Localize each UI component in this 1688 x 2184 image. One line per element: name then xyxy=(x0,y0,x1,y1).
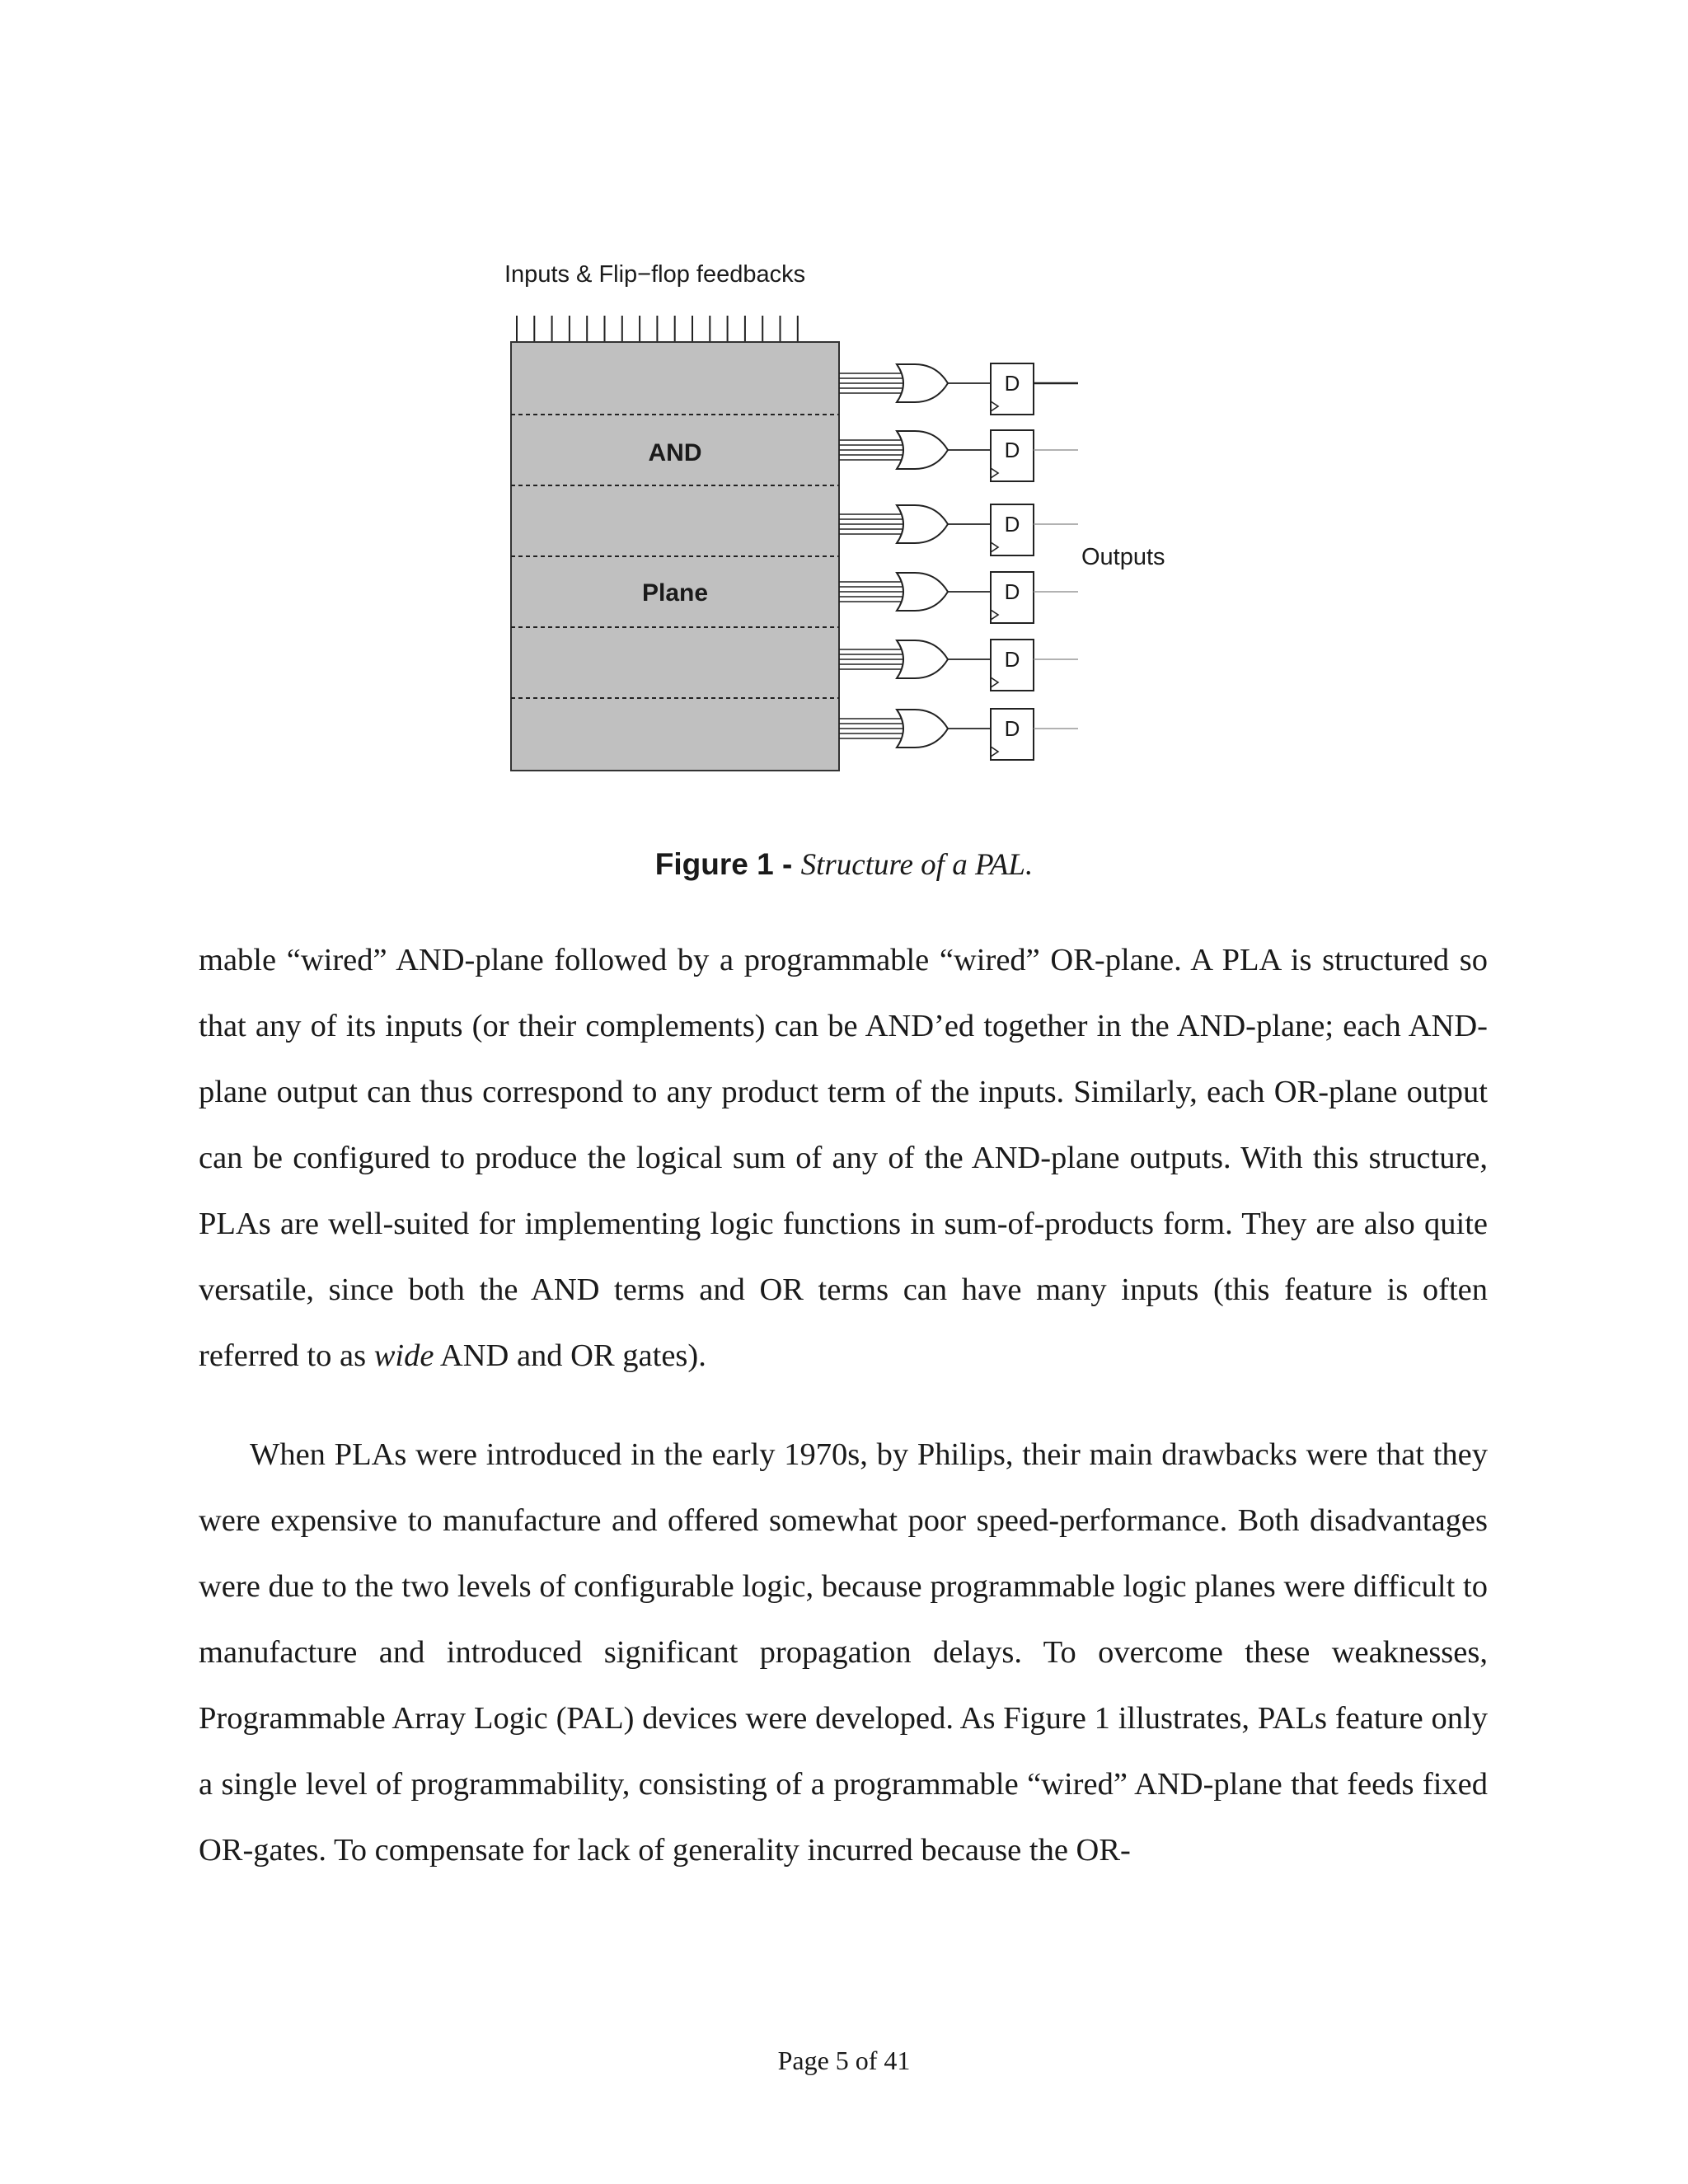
page-number: Page 5 of 41 xyxy=(777,2046,911,2075)
paragraph-1-tail: AND and OR gates). xyxy=(434,1338,706,1373)
figure-caption-text: Structure of a PAL. xyxy=(800,848,1034,882)
paragraph-pal-history: When PLAs were introduced in the early 1970s, by Philips, their main drawbacks were that they were expensive to manufacture and offered somewhat poor speed-performance. Both disadvantages were due to the two levels of configurable logic, because programmable logic planes were difficult to manufacture and introduced significant propagation delays. To overcome these weaknesses, Programmable Array Logic (PAL) devices were developed. As Figure 1 illustrates, PALs feature only a single level of programmability, consisting of a programmable “wired” AND-plane that feeds fixed OR-gates. To compensate for lack of generality incurred because the OR- xyxy=(199,1437,1488,1868)
or-gate-row xyxy=(839,709,1078,760)
figure-caption xyxy=(0,845,1688,885)
paragraph-pla-description xyxy=(199,927,1488,1389)
figure-caption-label: Figure 1 - xyxy=(654,847,801,881)
input-lines xyxy=(517,316,798,342)
or-gate-icon xyxy=(897,505,948,543)
d-flipflop-label: D xyxy=(1004,647,1020,672)
paragraph-1-italic: wide xyxy=(373,1338,434,1373)
plane-label: Plane xyxy=(641,579,709,607)
inputs-label: Inputs & Flip−flop feedbacks xyxy=(504,261,806,288)
d-flipflop-label: D xyxy=(1004,371,1020,396)
or-gate-row xyxy=(839,640,1078,691)
or-gate-row xyxy=(839,572,1078,623)
pal-structure-figure xyxy=(495,251,1203,795)
d-flipflop-label: D xyxy=(1004,579,1020,604)
and-plane-label: AND xyxy=(648,439,702,466)
d-flipflop-label: D xyxy=(1004,512,1020,537)
or-gate-icon xyxy=(897,573,948,611)
paragraph-1-text: mable “wired” AND-plane followed by a programmable “wired” OR-plane. A PLA is structured so that any of its inputs (or their complements) can be AND’ed together in the AND-plane; each AND-plane output can thus correspond to any product term of the inputs. Similarly, each OR-plane output can be configured to produce the logical sum of any of the AND-plane outputs. With this structure, PLAs are well-suited for implementing logic functions in sum-of-products form. They are also quite versatile, since both the AND terms and OR terms can have many inputs (this feature is often referred to as xyxy=(199,943,1488,1373)
pal-diagram xyxy=(495,251,1203,795)
or-gate-row xyxy=(839,430,1078,481)
or-gate-icon xyxy=(897,431,948,469)
d-flipflop-label: D xyxy=(1004,438,1020,462)
or-gate-row xyxy=(839,504,1078,555)
or-gate-rows xyxy=(839,363,1078,760)
outputs-label: Outputs xyxy=(1081,544,1165,570)
d-flipflop-label: D xyxy=(1004,716,1020,741)
or-gate-row xyxy=(839,363,1078,415)
or-gate-icon xyxy=(897,710,948,748)
or-gate-icon xyxy=(897,640,948,678)
or-gate-icon xyxy=(897,364,948,402)
